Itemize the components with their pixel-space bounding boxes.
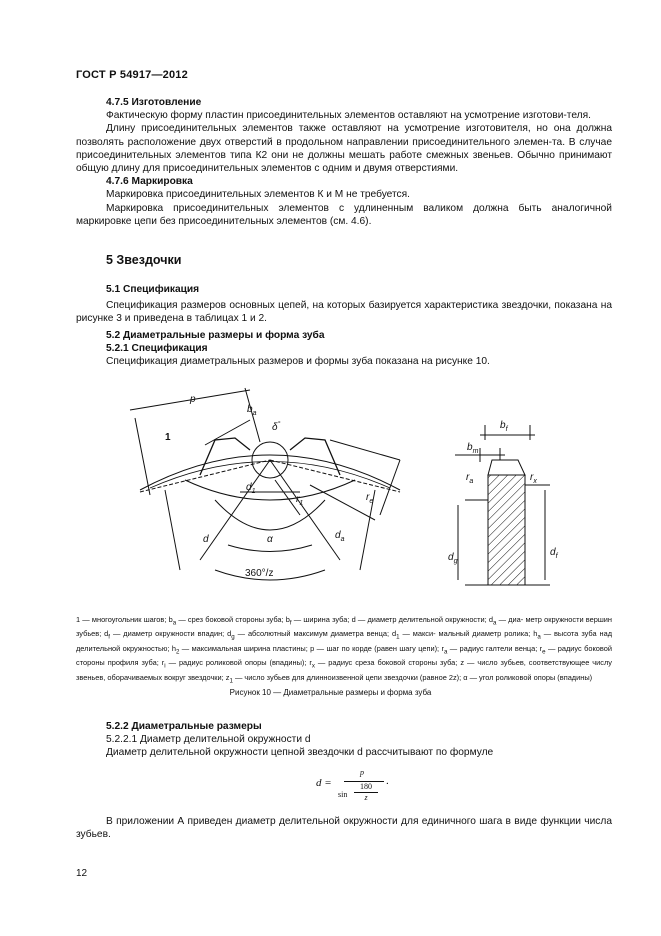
formula-period: . [386, 775, 389, 787]
section-title: 5.2.2 Диаметральные размеры [106, 721, 262, 732]
formula-inner-numerator: 180 [360, 782, 372, 791]
standard-code-header: ГОСТ Р 54917—2012 [76, 69, 188, 81]
label-r1: $r_1$ [296, 494, 304, 507]
paragraph: Длину присоединительных элементов также оставляют на усмотрение изготовителя, но она должна позволять расположение двух отверстий в продольном направлении присоединительного элемен-та. В случае присоединительных элементов типа К2 они не должны мешать работе смежных звеньев. Обычно принимают общую длину для присоединительных элементов с одним и двумя отверстиями. [76, 123, 612, 175]
label-da: $d_a$ [335, 530, 345, 543]
label-ra: $r_a$ [466, 472, 474, 485]
figure-caption: Рисунок 10 — Диаметральные размеры и форма зуба [229, 688, 432, 697]
section-title: 5.1 Спецификация [106, 284, 200, 295]
label-alpha: α [267, 534, 273, 545]
label-df: $d_f$ [550, 547, 558, 560]
figure-legend: 1 — многоугольник шагов; $b_a$ — срез боковой стороны зуба; $b_f$ — ширина зуба; d — диаметр делительной окружности; $d_a$ — диа- метр окружности вершин зубьев; $d_f$ — диаметр окружности впадин; $d_g$ — абсолютный максимум диаметра венца; $d_1$ — макси- мальный диаметр ролика; $h_a$ — высота зуба над делительной окружностью; $h_2$ — максимальная ширина пластины; p — шаг по корде (равен шагу цепи); $r_a$ — радиус галтели венца; $r_e$ — радиус боковой стороны профиля зуба; $r_i$ — радиус роликовой опоры (впадины); $r_x$ — радиус среза боковой стороны зуба; z — число зубьев, соответствующее числу звеньев, оборачиваемых вокруг звездочки; $z_1$ — число зубьев для длинноизвенной цепи звездочки (равное 2z); α — угол роликовой опоры (впадины) [76, 615, 613, 685]
paragraph: Спецификация диаметральных размеров и формы зуба показана на рисунке 10. [106, 356, 490, 368]
paragraph: Маркировка присоединительных элементов с удлиненным валиком должна быть аналогичной маркировке цепи без присоединительных элементов (см. 4.6). [76, 202, 612, 227]
section-5-2-2-annex-note [76, 815, 612, 841]
section-5-1 [76, 283, 612, 368]
section-4-7-5 [76, 96, 612, 228]
label-p: p [190, 394, 196, 405]
formula-numerator: p [360, 768, 364, 777]
label-d: d [203, 534, 209, 545]
label-rx: $r_x$ [530, 472, 537, 485]
label-bf: $b_f$ [500, 420, 508, 433]
label-1: 1 [165, 432, 171, 443]
paragraph: Маркировка присоединительных элементов К и М не требуется. [106, 189, 411, 201]
sprocket-diagram [0, 380, 661, 600]
formula-inner-denominator: z [364, 793, 368, 802]
section-title: 5.2 Диаметральные размеры и форма зуба [106, 329, 325, 341]
label-bm: $b_m$ [467, 442, 479, 455]
subsection-title: 5.2.2.1 Диаметр делительной окружности d [106, 734, 311, 746]
section-title: 5.2.1 Спецификация [106, 342, 208, 354]
paragraph: Фактическую форму пластин присоединительных элементов оставляют на усмотрение изготови-теля. [106, 110, 591, 122]
paragraph: В приложении А приведен диаметр делительной окружности для единичного шага в виде функции числа зубьев. [76, 816, 612, 841]
chapter-title: 5 Звездочки [106, 253, 182, 267]
label-delta: δ° [272, 421, 281, 433]
section-5-2-2 [76, 720, 612, 760]
pitch-diameter-formula [316, 768, 436, 808]
label-re: $r_e$ [366, 492, 374, 505]
paragraph: Диаметр делительной окружности цепной звездочки d рассчитывают по формуле [106, 747, 494, 759]
section-title: 4.7.6 Маркировка [106, 176, 193, 188]
label-ba: $b_a$ [247, 404, 257, 417]
formula-lhs: d = [316, 777, 332, 789]
label-angle: 360°/z [245, 568, 274, 579]
section-title: 4.7.5 Изготовление [106, 97, 202, 108]
label-d1: $d_1$ [246, 482, 256, 495]
label-dg: $d_g$ [448, 552, 458, 565]
formula-sin: sin [338, 790, 348, 799]
paragraph: Спецификация размеров основных цепей, на которых базируется характеристика звездочки, показана на рисунке 3 и приведена в таблицах 1 и 2. [76, 300, 612, 325]
page-number: 12 [76, 868, 88, 879]
